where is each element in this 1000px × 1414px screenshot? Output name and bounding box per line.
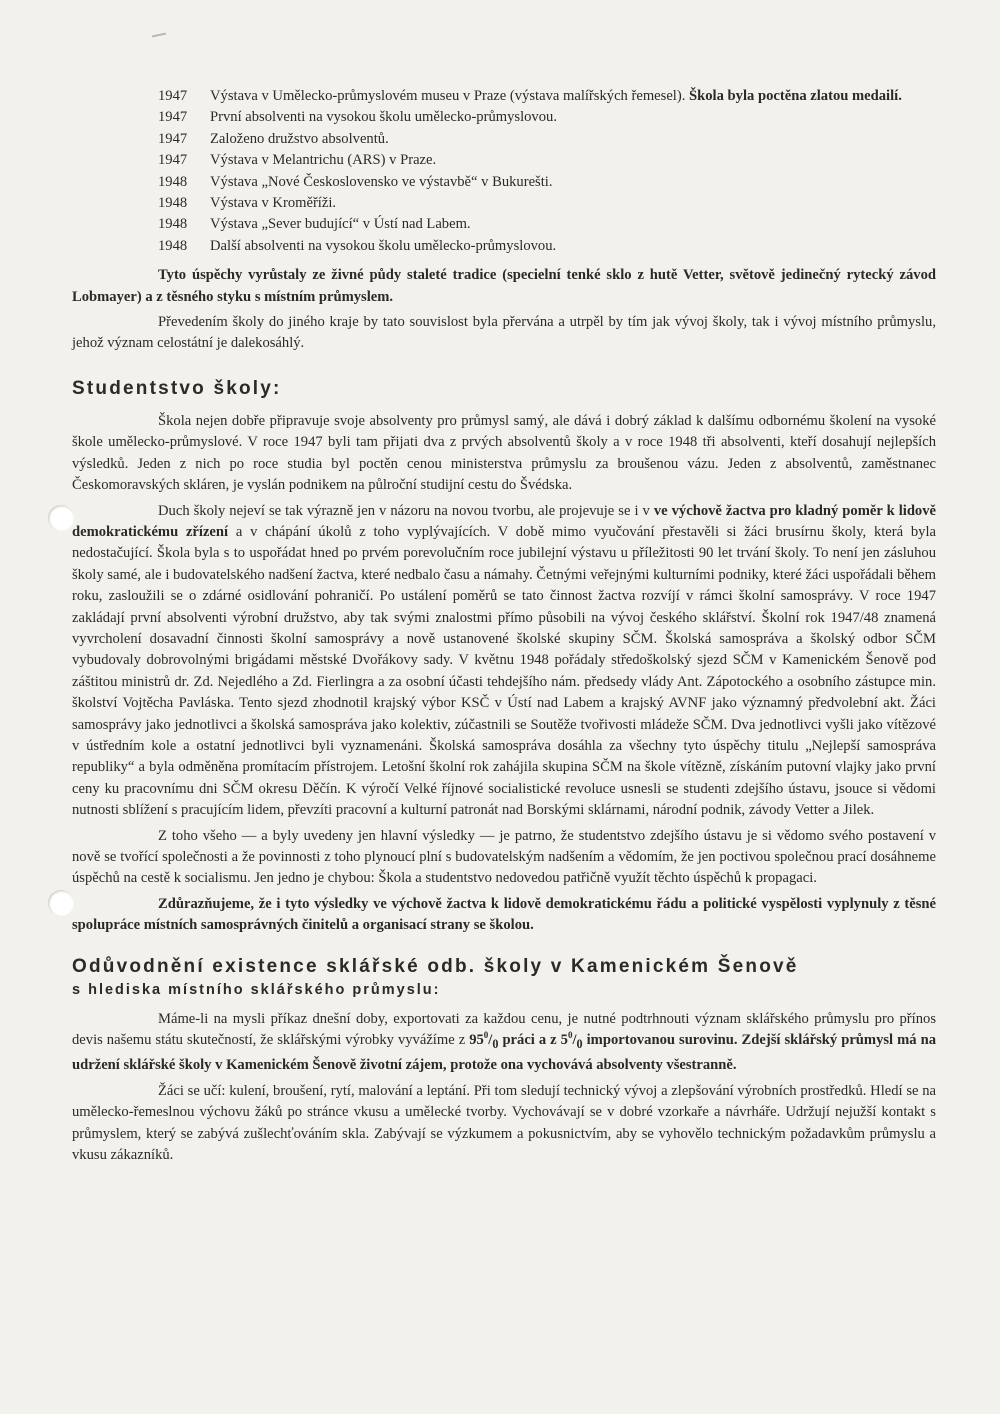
chronology-year: 1947 xyxy=(158,130,188,147)
justification-subtitle: s hlediska místního sklářského průmyslu: xyxy=(72,981,441,998)
chronology-year: 1948 xyxy=(158,195,188,212)
percent-sup-1: 0 xyxy=(483,1030,489,1041)
chronology-year: 1947 xyxy=(158,88,188,104)
justification-p1-value-1 xyxy=(469,1030,499,1051)
value-95: 95 xyxy=(469,1032,484,1049)
chronology-item xyxy=(72,107,936,128)
justification-p1-tail-bold: importovanou surovinu. Zdejší sklářský průmysl má na udržení sklářské školy v Kamenickém Šenově životní zájem, protože ona vychovává absolventy všestranně. xyxy=(72,1032,936,1074)
students-p2-start: Duch školy nejeví se tak výrazně jen v názoru na novou tvorbu, ale projevuje se i v xyxy=(158,502,650,519)
punch-hole-bottom xyxy=(48,890,74,916)
percent-slash-2: / xyxy=(572,1032,577,1049)
section-heading-justification xyxy=(72,955,936,1001)
intro-paragraph-bold: Tyto úspěchy vyrůstaly ze živné půdy staleté tradice (specielní tenké sklo z hutě Vetter, světově jedinečný rytecký závod Lobmayer) a z těsného styku s místním průmyslem. xyxy=(72,267,936,305)
justification-paragraph-2: Žáci se učí: kulení, broušení, rytí, malování a leptání. Při tom sledují technický vývoj a zlepšování výrobních prostředků. Hledí se na umělecko-řemeslnou výchovu žáků po stránce vkusu a umělecké tvorby. Vychovávají se v dobré vzorkaře a návrháře. Udržují nejužší kontakt s průmyslem, který se zabývá zušlechťováním skla. Zabývají se výzkumem a pokusnictvím, aby se vyhovělo technickým požadavkům průmyslu a vkusu zákazníků. xyxy=(72,1082,936,1163)
percent-slash-1: / xyxy=(488,1032,493,1049)
percent-sub-2: 0 xyxy=(576,1036,583,1051)
chronology-text: Výstava v Melantrichu (ARS) v Praze. xyxy=(210,152,437,169)
students-p2-rest: a v chápání úkolů z toho vyplývajících. V době mimo vyučování přestavěli si žáci brusírnu školy, která byla nedostačující. Škola byla s to uspořádat hned po prvém porevolučním roce jubilejní výstavu u příležitosti 90 let trvání školy. To není jen zásluhou školy samé, ale i budovatelského nadšení žactva, které nedbalo času a námahy. Četnými veřejnými kulturními podniky, které žáci uspořádali během roku, zasloužili se o zdárné osidlování pohraničí. Po ustálení poměrů se tato činnost žactva rozvíjí v rámci školní samosprávy. V roce 1947 zakládají první absolventi výrobní družstvo, aby tak svými znalostmi přímo působili na vývoj českého sklářství. Školní rok 1947/48 znamená vyvrcholení dosavadní činnosti školní samosprávy a nově ustanovené školské skupiny SČM. Školská samospráva a školský odbor SČM vybudovaly dobrovolnými brigádami městské Dvořákovy sady. V květnu 1948 pořádaly středoškolský sjezd SČM v Kamenickém Šenově pod záštitou ministrů dr. Zd. Nejedlého a Zd. Fierlingra a za osobní účasti tehdejšího nám. předsedy vlády Ant. Zápotockého a osobního zástupce min. školství Vojtěcha Pavláska. Tento sjezd zhodnotil krajský výbor KSČ v Ústí nad Labem a krajský AVNF jako významný předvolební akt. Žáci samosprávy jako jednotlivci a školská samospráva jako kolektiv, zúčastnili se Soutěže tvořivosti mládeže SČM. Dva jednotlivci vyšli jako vítězové v ústředním kole a ostatní jednotlivci byli vyznamenáni. Školská samospráva dosáhla za všechny tyto úspěchy titulu „Nejlepší samospráva republiky“ a byla odměněna promítacím přístrojem. Letošní školní rok zahájila skupina SČM na škole vítězně, získáním putovní vlajky jako první ceny ku pracovnímu dni SČM okresu Děčín. K výročí Velké říjnové socialistické revoluce usnesli se studenti zdejšího ústavu, jsouce si vědomi nutnosti sblížení s pracujícím lidem, převzíti pracovní a kulturní patronát nad Borskými sklárnami, národní podnik, závody Vetter a Jilek. xyxy=(72,523,937,819)
percent-sup-2: 0 xyxy=(567,1030,573,1041)
justification-p1-value-2 xyxy=(560,1030,583,1051)
pencil-mark xyxy=(152,33,166,38)
chronology-item xyxy=(72,86,936,107)
chronology-list xyxy=(72,86,936,257)
document-body xyxy=(72,86,936,1170)
punch-hole-top xyxy=(48,505,74,531)
students-paragraph-4-bold: Zdůrazňujeme, že i tyto výsledky ve výchově žactva k lidově demokratickému řádu a politické vyspělosti vyplynuly z těsné spolupráce místních samosprávných činitelů a organisací strany se školou. xyxy=(72,895,936,934)
chronology-text-bold: Škola byla poctěna zlatou medailí. xyxy=(689,88,902,104)
percent-sub-1: 0 xyxy=(492,1036,499,1051)
chronology-text: Výstava v Kroměříži. xyxy=(210,195,337,212)
chronology-year: 1947 xyxy=(158,109,188,126)
value-5: 5 xyxy=(560,1032,568,1049)
section-heading-students: Studentstvo školy: xyxy=(72,377,282,399)
chronology-text: Výstava „Sever budující“ v Ústí nad Labem. xyxy=(210,216,471,233)
chronology-item xyxy=(72,193,936,214)
justification-p1-mid: práci a z xyxy=(502,1032,557,1049)
students-paragraph-2 xyxy=(72,501,936,822)
chronology-year: 1947 xyxy=(158,152,188,169)
students-paragraph-3: Z toho všeho — a byly uvedeny jen hlavní výsledky — je patrno, že studentstvo zdejšího ústavu je si vědomo svého postavení v nově se tvořící společnosti a že povinnosti z toho plynoucí plní s budovatelským nadšením a vědomím, že jen poctivou společnou prací dosáhneme úspěchů na cestě k socialismu. Jen jedno je chybou: Škola a studentstvo nedovedou patřičně využít těchto úspěchů k propagaci. xyxy=(72,827,936,887)
chronology-text xyxy=(210,86,936,107)
chronology-text-plain: Výstava v Umělecko-průmyslovém museu v Praze (výstava malířských řemesel). xyxy=(210,88,686,104)
chronology-text: Další absolventi na vysokou školu umělecko-průmyslovou. xyxy=(210,237,557,254)
intro-paragraph: Převedením školy do jiného kraje by tato souvislost byla přervána a utrpěl by tím jak vývoj školy, tak i vývoj místního průmyslu, jehož význam celostátní je dalekosáhlý. xyxy=(72,314,936,352)
justification-title: Odůvodnění existence sklářské odb. školy v Kamenickém Šenově xyxy=(72,955,799,977)
chronology-item xyxy=(72,236,936,257)
justification-paragraph-1 xyxy=(72,1009,936,1077)
chronology-year: 1948 xyxy=(158,173,188,190)
students-paragraph-1: Škola nejen dobře připravuje svoje absolventy pro průmysl samý, ale dává i dobrý základ k dalšímu odbornému školení na vysoké škole umělecko-průmyslové. V roce 1947 byli tam přijati dva z prvých absolventů školy a v roce 1948 tři absolventi, kteří dosahují nejlepších výsledků. Jeden z nich po roce studia byl poctěn cenou ministerstva průmyslu za broušenou vázu. Jeden z absolventů, zaměstnanec Českomoravských skláren, je vyslán podnikem na půlroční studijní cestu do Švédska. xyxy=(72,412,936,494)
chronology-year: 1948 xyxy=(158,237,188,254)
justification-p1-a: Máme-li na mysli příkaz dnešní doby, exportovati za každou cenu, je nutné podtrhnouti význam sklářského průmyslu pro přínos devis našemu státu skutečností, že sklářskými výrobky vyvážíme z xyxy=(72,1010,936,1049)
chronology-text: Založeno družstvo absolventů. xyxy=(210,130,389,147)
students-p2-bold: ve výchově žactva pro kladný poměr k lidově demokratickému zřízení xyxy=(72,502,937,540)
chronology-item xyxy=(72,172,936,193)
chronology-item xyxy=(72,150,936,171)
chronology-item xyxy=(72,129,936,150)
chronology-text: První absolventi na vysokou školu umělecko-průmyslovou. xyxy=(210,109,557,126)
chronology-item xyxy=(72,214,936,235)
chronology-text: Výstava „Nové Československo ve výstavbě“ v Bukurešti. xyxy=(210,173,553,190)
chronology-year: 1948 xyxy=(158,216,188,233)
